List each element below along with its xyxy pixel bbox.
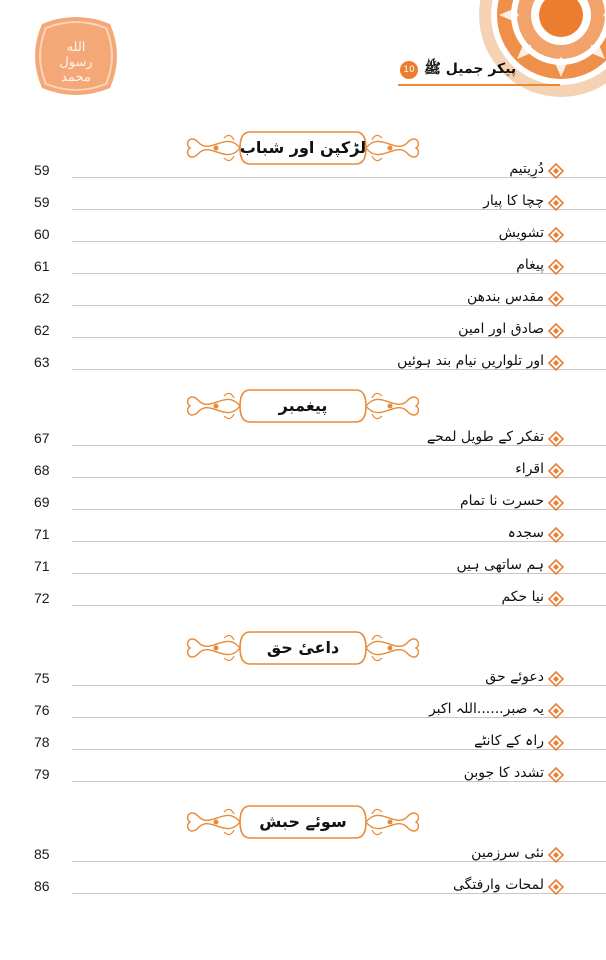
diamond-bullet-icon bbox=[548, 527, 564, 543]
diamond-bullet-icon bbox=[548, 259, 564, 275]
toc-entry[interactable] bbox=[0, 844, 606, 868]
toc-entry[interactable] bbox=[0, 256, 606, 280]
toc-page-number: 78 bbox=[34, 734, 50, 750]
toc-page-number: 59 bbox=[34, 162, 50, 178]
diamond-bullet-icon bbox=[548, 291, 564, 307]
toc-page-number: 72 bbox=[34, 590, 50, 606]
toc-leader-line bbox=[72, 273, 606, 274]
diamond-bullet-icon bbox=[548, 495, 564, 511]
toc-entry[interactable] bbox=[0, 668, 606, 692]
section-heading bbox=[0, 626, 606, 670]
section-heading-text: لڑکپن اور شباب bbox=[239, 138, 367, 157]
toc-page-number: 68 bbox=[34, 462, 50, 478]
book-title: پیکر جمیل ﷺ bbox=[424, 61, 517, 77]
diamond-bullet-icon bbox=[548, 879, 564, 895]
toc-entry-title: صادق اور امین bbox=[452, 321, 544, 337]
diamond-bullet-icon bbox=[548, 431, 564, 447]
toc-leader-line bbox=[72, 717, 606, 718]
diamond-bullet-icon bbox=[548, 671, 564, 687]
toc-page-number: 63 bbox=[34, 354, 50, 370]
toc-entry-title: تشویش bbox=[493, 225, 544, 241]
diamond-bullet-icon bbox=[548, 195, 564, 211]
toc-leader-line bbox=[72, 781, 606, 782]
toc-entry[interactable] bbox=[0, 288, 606, 312]
toc-leader-line bbox=[72, 369, 606, 370]
diamond-bullet-icon bbox=[548, 163, 564, 179]
toc-page-number: 76 bbox=[34, 702, 50, 718]
toc-leader-line bbox=[72, 209, 606, 210]
toc-leader-line bbox=[72, 477, 606, 478]
seal-line-2: رسول bbox=[59, 55, 93, 70]
page-number-badge: 10 bbox=[400, 61, 418, 79]
toc-leader-line bbox=[72, 509, 606, 510]
toc-leader-line bbox=[72, 861, 606, 862]
toc-entry[interactable] bbox=[0, 524, 606, 548]
section-heading-text: داعیٔ حق bbox=[266, 638, 340, 657]
toc-entry-title: تفکر کے طویل لمحے bbox=[421, 429, 544, 445]
section-heading-text: سوئے حبش bbox=[259, 812, 347, 831]
seal-text bbox=[28, 40, 124, 85]
toc-entry-title: دعوئے حق bbox=[479, 669, 544, 685]
diamond-bullet-icon bbox=[548, 463, 564, 479]
toc-entry[interactable] bbox=[0, 556, 606, 580]
toc-page-number: 60 bbox=[34, 226, 50, 242]
toc-page-number: 71 bbox=[34, 526, 50, 542]
section-heading bbox=[0, 800, 606, 844]
seal-line-1: الله bbox=[66, 40, 86, 55]
toc-entry[interactable] bbox=[0, 160, 606, 184]
toc-entry-title: یہ صبر......اللہ اکبر bbox=[423, 701, 544, 717]
toc-entry-title: راہ کے کانٹے bbox=[468, 733, 544, 749]
diamond-bullet-icon bbox=[548, 735, 564, 751]
toc-page-number: 61 bbox=[34, 258, 50, 274]
toc-entry[interactable] bbox=[0, 876, 606, 900]
section-heading bbox=[0, 384, 606, 428]
toc-leader-line bbox=[72, 445, 606, 446]
toc-entry[interactable] bbox=[0, 700, 606, 724]
toc-page-number: 85 bbox=[34, 846, 50, 862]
toc-entry-title: تشدد کا جوبن bbox=[458, 765, 544, 781]
toc-page-number: 67 bbox=[34, 430, 50, 446]
toc-entry-title: پیغام bbox=[510, 257, 544, 273]
toc-entry-title: حسرت نا تمام bbox=[454, 493, 544, 509]
toc-entry[interactable] bbox=[0, 732, 606, 756]
toc-entry[interactable] bbox=[0, 492, 606, 516]
toc-entry-title: دُرِیتیم bbox=[503, 161, 544, 177]
toc-page-number: 62 bbox=[34, 322, 50, 338]
diamond-bullet-icon bbox=[548, 323, 564, 339]
toc-page-number: 69 bbox=[34, 494, 50, 510]
toc-leader-line bbox=[72, 177, 606, 178]
toc-entry[interactable] bbox=[0, 224, 606, 248]
toc-leader-line bbox=[72, 337, 606, 338]
toc-page-number: 75 bbox=[34, 670, 50, 686]
toc-leader-line bbox=[72, 605, 606, 606]
seal-emblem bbox=[28, 14, 124, 98]
toc-entry-title: ہم ساتھی ہیں bbox=[450, 557, 544, 573]
toc-entry[interactable] bbox=[0, 192, 606, 216]
running-header bbox=[400, 58, 516, 82]
toc-page-number: 86 bbox=[34, 878, 50, 894]
seal-line-3: محمد bbox=[61, 70, 91, 85]
toc-leader-line bbox=[72, 305, 606, 306]
toc-leader-line bbox=[72, 749, 606, 750]
toc-entry[interactable] bbox=[0, 352, 606, 376]
diamond-bullet-icon bbox=[548, 767, 564, 783]
toc-entry[interactable] bbox=[0, 428, 606, 452]
diamond-bullet-icon bbox=[548, 591, 564, 607]
toc-entry-title: اقراء bbox=[509, 461, 544, 477]
toc-leader-line bbox=[72, 685, 606, 686]
header-rule bbox=[398, 84, 560, 86]
toc-leader-line bbox=[72, 541, 606, 542]
toc-entry[interactable] bbox=[0, 764, 606, 788]
toc-entry-title: مقدس بندھن bbox=[461, 289, 544, 305]
toc-leader-line bbox=[72, 241, 606, 242]
diamond-bullet-icon bbox=[548, 703, 564, 719]
section-heading-text: پیغمبر bbox=[278, 396, 328, 415]
toc-page-number: 79 bbox=[34, 766, 50, 782]
diamond-bullet-icon bbox=[548, 847, 564, 863]
toc-page-number: 59 bbox=[34, 194, 50, 210]
toc-entry[interactable] bbox=[0, 588, 606, 612]
diamond-bullet-icon bbox=[548, 355, 564, 371]
toc-entry-title: چچا کا پیار bbox=[477, 193, 544, 209]
toc-entry-title: نیا حکم bbox=[495, 589, 544, 605]
diamond-bullet-icon bbox=[548, 227, 564, 243]
toc-entry[interactable] bbox=[0, 320, 606, 344]
diamond-bullet-icon bbox=[548, 559, 564, 575]
toc-entry[interactable] bbox=[0, 460, 606, 484]
toc-leader-line bbox=[72, 893, 606, 894]
toc-leader-line bbox=[72, 573, 606, 574]
toc-entry-title: سجدہ bbox=[502, 525, 544, 541]
toc-page-number: 71 bbox=[34, 558, 50, 574]
toc-page-number: 62 bbox=[34, 290, 50, 306]
toc-entry-title: نئی سرزمین bbox=[465, 845, 544, 861]
toc-entry-title: لمحات وارفتگی bbox=[447, 877, 544, 893]
toc-entry-title: اور تلواریں نیام بند ہوئیں bbox=[391, 353, 544, 369]
